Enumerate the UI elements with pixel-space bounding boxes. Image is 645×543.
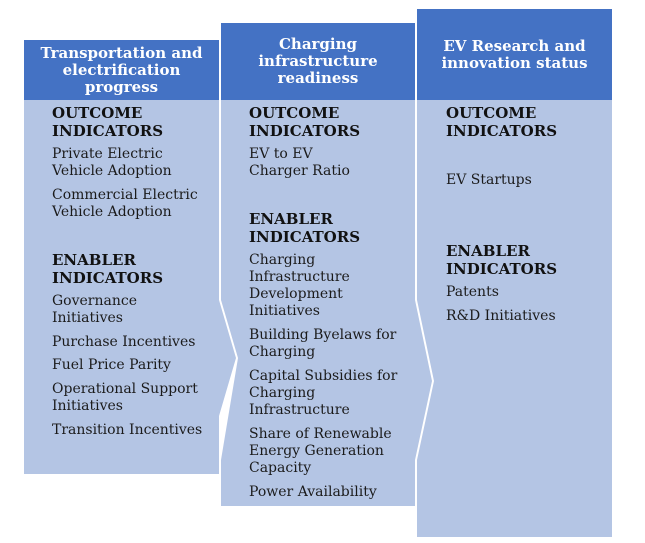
outcome-heading: OUTCOME INDICATORS (249, 104, 361, 140)
indicator-item: Power Availability (249, 484, 377, 500)
indicator-item: R&D Initiatives (446, 308, 556, 324)
column-title: EV Research and innovation status (441, 36, 588, 72)
column-title: Transportation and electrification progress (40, 43, 203, 96)
outcome-heading: OUTCOME INDICATORS (446, 104, 558, 140)
indicator-item: Governance Initiatives (52, 293, 138, 326)
enabler-heading: ENABLER INDICATORS (249, 210, 361, 246)
column-header-transportation (24, 40, 219, 100)
indicator-item: Fuel Price Parity (52, 357, 171, 373)
indicator-item: Building Byelaws for Charging (249, 327, 397, 360)
indicator-item: EV Startups (446, 172, 532, 188)
indicator-item: Transition Incentives (52, 422, 203, 438)
indicator-item: Commercial Electric Vehicle Adoption (52, 187, 198, 220)
indicator-item: Charging Infrastructure Development Initiatives (249, 252, 350, 319)
indicator-item: Patents (446, 284, 499, 300)
indicator-item: Purchase Incentives (52, 334, 196, 350)
indicator-item: EV to EV Charger Ratio (249, 146, 350, 179)
indicator-item: Capital Subsidies for Charging Infrastructure (249, 368, 398, 418)
column-title: Charging infrastructure readiness (258, 35, 378, 87)
column-header-charging (221, 23, 415, 100)
indicator-item: Operational Support Initiatives (52, 381, 198, 414)
column-header-research (417, 9, 612, 100)
indicator-item: Share of Renewable Energy Generation Capacity (249, 426, 392, 476)
enabler-heading: ENABLER INDICATORS (446, 242, 558, 278)
enabler-heading: ENABLER INDICATORS (52, 251, 164, 287)
outcome-heading: OUTCOME INDICATORS (52, 104, 164, 140)
indicator-item: Private Electric Vehicle Adoption (52, 146, 172, 179)
